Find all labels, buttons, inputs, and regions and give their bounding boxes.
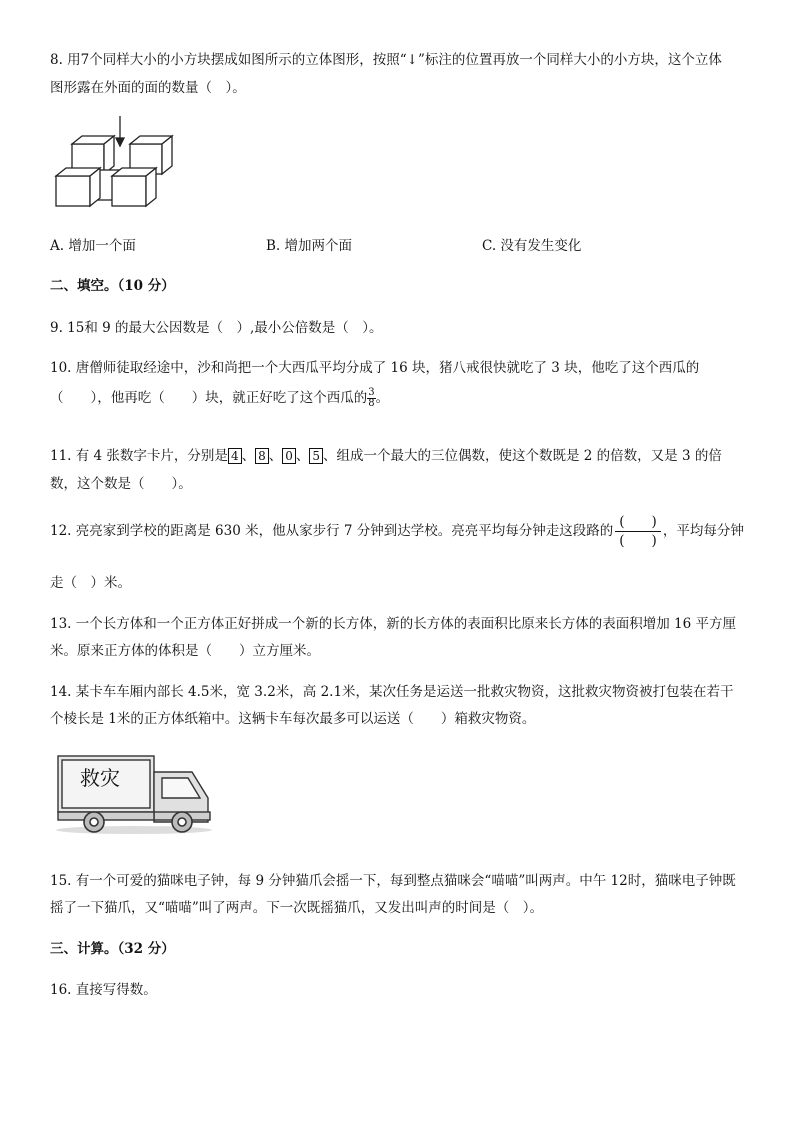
section-3-heading: 三、计算。（32 分） [50,941,175,957]
cube-stack-figure [52,114,182,210]
q12-fraction-denominator: ( ) [615,531,661,550]
q11-sep-1: 、 [241,448,256,464]
q12-fraction [615,513,661,550]
digit-card-8: 8 [255,448,269,464]
q8-text-line2: 图形露在外面的面的数量（ ）。 [50,80,246,96]
q9-text: 9. 15和 9 的最大公因数是（ ）,最小公倍数是（ ）。 [50,320,383,336]
q16-text: 16. 直接写得数。 [50,982,157,998]
q10-fraction [367,388,375,409]
q10-line2-post: 。 [375,390,390,406]
q8-option-a: A. 增加一个面 [50,238,136,254]
q8-option-c: C. 没有发生变化 [482,238,582,254]
q12-pre: 12. 亮亮家到学校的距离是 630 米，他从家步行 7 分钟到达学校。亮亮平均每分钟走这段路的 [50,523,614,539]
section-2-heading: 二、填空。（10 分） [50,278,175,294]
q13-text-line2: 米。原来正方体的体积是（ ）立方厘米。 [50,643,320,659]
digit-card-0: 0 [282,448,296,464]
q12-post: ，平均每分钟 [662,523,744,539]
q11-sep-2: 、 [268,448,283,464]
q14-text-line1: 14. 某卡车车厢内部长 4.5米，宽 3.2米，高 2.1米，某次任务是运送一批救灾物资，这批救灾物资被打包装在若干 [50,684,734,700]
q10-text-line2 [50,386,389,409]
truck-icon [54,752,216,836]
q12-fraction-numerator: ( ) [619,514,657,530]
digit-card-5: 5 [309,448,323,464]
q12-text-line2: 走（ ）米。 [50,575,131,591]
q15-text-line1: 15. 有一个可爱的猫咪电子钟，每 9 分钟猫爪会摇一下，每到整点猫咪会“喵喵”叫两声。中午 12时，猫咪电子钟既 [50,873,736,889]
q11-text-line1 [50,444,722,464]
relief-truck-illustration [54,752,216,836]
q10-line2-pre: （ ），他再吃（ ）块，就正好吃了这个西瓜的 [50,390,368,406]
q10-text-line1: 10. 唐僧师徒取经途中，沙和尚把一个大西瓜平均分成了 16 块，猪八戒很快就吃了 3 块，他吃了这个西瓜的 [50,360,700,376]
digit-card-4: 4 [228,448,242,464]
q8-text-line1: 8. 用7个同样大小的小方块摆成如图所示的立体图形，按照“↓”标注的位置再放一个同样大小的小方块，这个立体 [50,52,722,68]
q11-post: 、组成一个最大的三位偶数，使这个数既是 2 的倍数，又是 3 的倍 [323,448,722,464]
q11-text-line2: 数，这个数是（ ）。 [50,476,192,492]
q13-text-line1: 13. 一个长方体和一个正方体正好拼成一个新的长方体，新的长方体的表面积比原来长方体的表面积增加 16 平方厘 [50,616,737,632]
q12-text-line1 [50,513,744,550]
q11-pre: 11. 有 4 张数字卡片，分别是 [50,448,228,464]
q8-option-b: B. 增加两个面 [266,238,353,254]
q10-fraction-denominator: 8 [368,398,375,409]
q11-sep-3: 、 [295,448,310,464]
q10-fraction-numerator: 3 [368,387,375,398]
truck-label: 救灾 [80,766,120,790]
q14-text-line2: 个棱长是 1米的正方体纸箱中。这辆卡车每次最多可以运送（ ）箱救灾物资。 [50,711,536,727]
q15-text-line2: 摇了一下猫爪，又“喵喵”叫了两声。下一次既摇猫爪，又发出叫声的时间是（ ）。 [50,900,544,916]
